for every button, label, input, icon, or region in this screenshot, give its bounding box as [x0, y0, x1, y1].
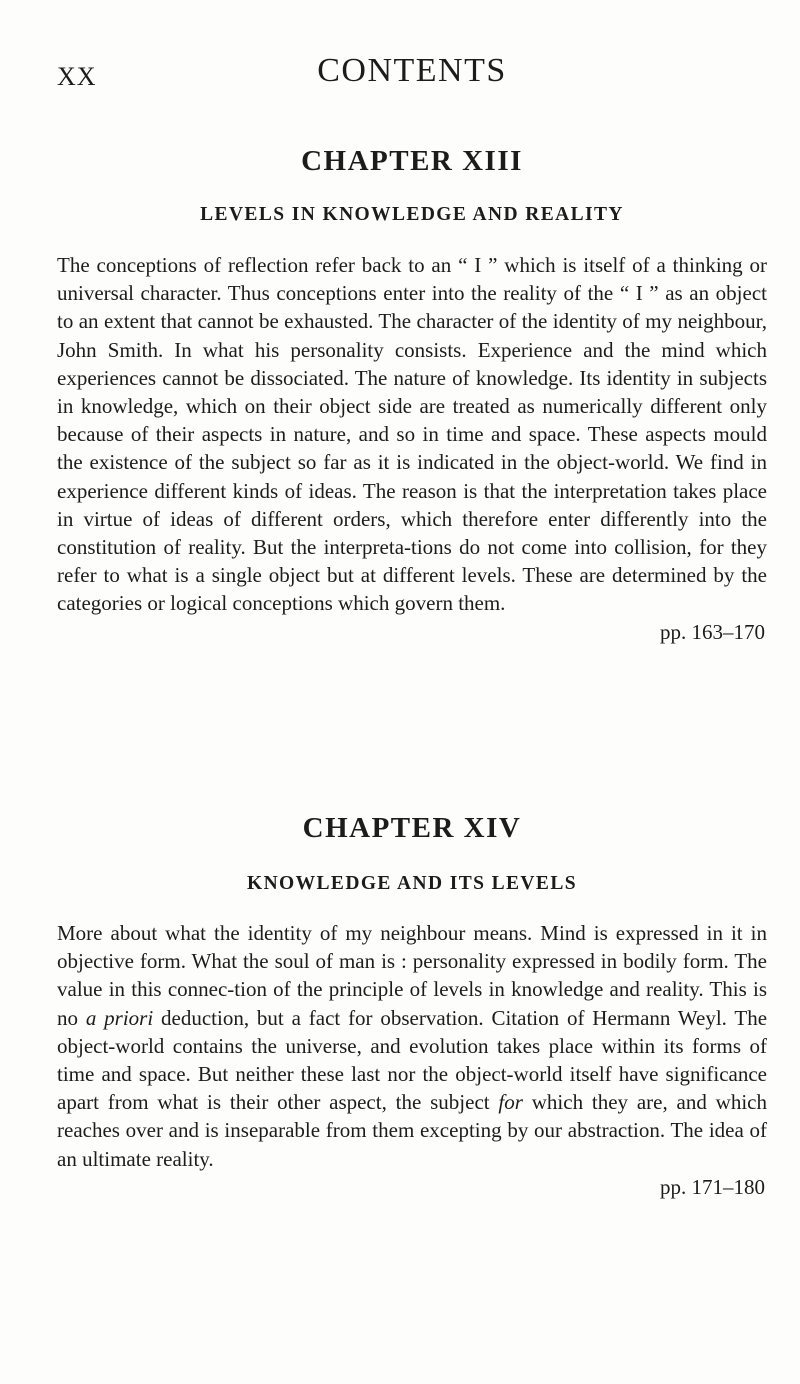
chapter-xiv-entry [57, 810, 767, 1201]
chapter-summary [57, 919, 767, 1173]
chapter-heading: CHAPTER XIV [302, 812, 522, 844]
italic-term: a priori [85, 1005, 154, 1030]
page-range: pp. 171–180 [660, 1174, 765, 1199]
chapter-heading: CHAPTER XIII [301, 145, 523, 177]
chapter-title: KNOWLEDGE AND ITS LEVELS [247, 873, 577, 894]
page-range: pp. 163–170 [660, 619, 765, 644]
italic-term: for [498, 1090, 523, 1115]
running-title: CONTENTS [317, 52, 507, 89]
running-head [57, 50, 767, 100]
chapter-title: LEVELS IN KNOWLEDGE AND REALITY [200, 204, 624, 225]
summary-text: which they are, and which reaches over and is inseparable from them excepting by our abstraction. The idea of an ultimate reality. [57, 1090, 767, 1171]
chapter-summary: The conceptions of reflection refer back to an “ I ” which is itself of a thinking or universal character. Thus conceptions enter into the reality of the “ I ” as an object to an extent that cannot be exhausted. The character of the identity of my neighbour, John Smith. In what his personality consists. Experience and the mind which experiences cannot be dissociated. The nature of knowledge. Its identity in subjects in knowledge, which on their object side are treated as numerically different only because of their aspects in nature, and so in time and space. These aspects mould the existence of the subject so far as it is indicated in the object-world. We find in experience different kinds of ideas. The reason is that the interpretation takes place in virtue of ideas of different orders, which therefore enter differently into the constitution of reality. But the interpreta-tions do not come into collision, for they refer to what is a single object but at different levels. These are determined by the categories or logical conceptions which govern them. [57, 253, 767, 616]
page-number: XX [57, 62, 97, 91]
chapter-xiii-entry [57, 143, 767, 646]
summary-text: deduction, but a fact for observation. Citation of Hermann Weyl. The object-world contains the universe, and evolution takes place within its forms of time and space. But neither these last nor the object-world itself have significance apart from what is their other aspect, the subject [57, 1005, 768, 1115]
summary-text: More about what the identity of my neighbour means. Mind is expressed in it in objective form. What the soul of man is : personality expressed in bodily form. The value in this connec-tion of the principle of levels in knowledge and reality. This is no [57, 921, 767, 1030]
